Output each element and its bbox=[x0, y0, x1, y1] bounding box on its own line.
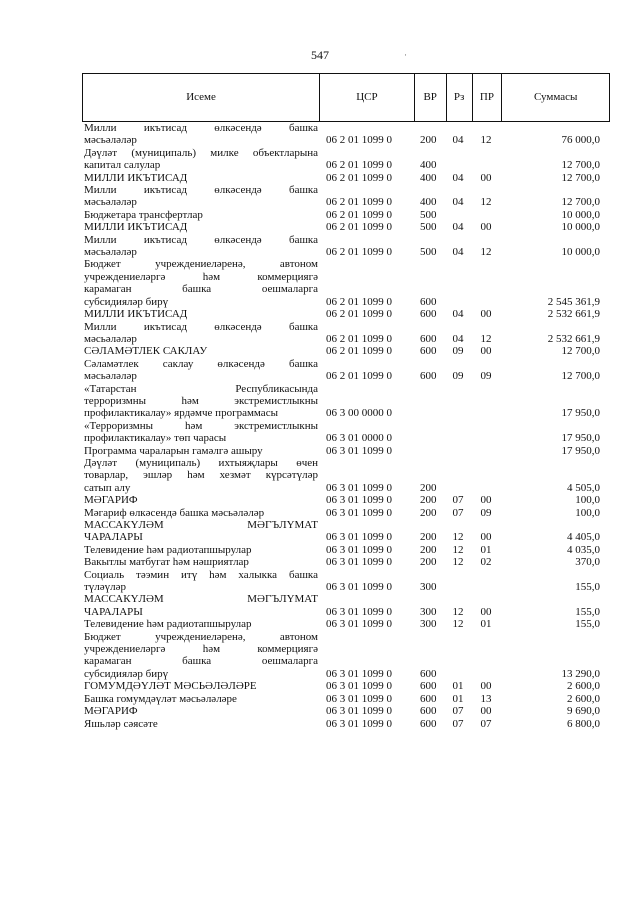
table-row bbox=[82, 258, 610, 308]
row-name-line: субсидияләр бирү bbox=[84, 295, 169, 308]
table-row bbox=[82, 556, 610, 568]
row-pr: 00 bbox=[480, 605, 492, 618]
row-sum: 10 000,0 bbox=[561, 221, 600, 234]
scan-mark: · bbox=[404, 50, 407, 60]
row-name bbox=[82, 258, 318, 308]
row-name-line: Программа чараларын гамәлгә ашыру bbox=[84, 444, 263, 457]
table-row bbox=[82, 507, 610, 519]
table-row bbox=[82, 457, 610, 494]
row-csr: 06 3 01 1099 0 bbox=[326, 667, 392, 680]
row-vr: 600 bbox=[420, 308, 437, 321]
row-name bbox=[82, 507, 318, 519]
row-name bbox=[82, 693, 318, 705]
row-sum: 2 532 661,9 bbox=[547, 308, 600, 321]
row-vr: 600 bbox=[420, 667, 437, 680]
row-name bbox=[82, 420, 318, 445]
row-csr: 06 3 01 1099 0 bbox=[326, 618, 392, 631]
row-csr: 06 2 01 1099 0 bbox=[326, 345, 392, 358]
row-name bbox=[82, 172, 318, 184]
row-csr: 06 2 01 1099 0 bbox=[326, 332, 392, 345]
row-name-line: профилактикалау» төп чарасы bbox=[84, 432, 227, 445]
row-vr: 600 bbox=[420, 705, 437, 718]
row-vr: 300 bbox=[420, 618, 437, 631]
row-csr: 06 3 01 1099 0 bbox=[326, 581, 392, 594]
row-csr: 06 2 01 1099 0 bbox=[326, 208, 392, 221]
row-csr: 06 2 01 1099 0 bbox=[326, 308, 392, 321]
row-name-line: Бюджет учреждениеләренә, автоном bbox=[84, 630, 318, 643]
header-rz: Рз bbox=[447, 74, 473, 121]
row-name-line: МӘГАРИФ bbox=[84, 494, 138, 507]
row-name-line: Дәүләт (муниципаль) ихтыяҗлары өчен bbox=[84, 456, 318, 469]
row-name bbox=[82, 358, 318, 383]
row-name bbox=[82, 345, 318, 357]
row-vr: 600 bbox=[420, 680, 437, 693]
table-row bbox=[82, 618, 610, 630]
row-csr: 06 2 01 1099 0 bbox=[326, 171, 392, 184]
row-csr: 06 2 01 1099 0 bbox=[326, 159, 392, 172]
row-name bbox=[82, 209, 318, 221]
table-row bbox=[82, 705, 610, 717]
row-pr: 12 bbox=[480, 332, 492, 345]
row-pr: 00 bbox=[480, 221, 492, 234]
row-name-line: Телевидение һәм радиотапшырулар bbox=[84, 543, 252, 556]
row-sum: 155,0 bbox=[575, 605, 600, 618]
row-name-line: Яшьләр сәясәте bbox=[84, 717, 158, 730]
row-vr: 500 bbox=[420, 221, 437, 234]
row-name-line: учреждениеләргә һәм коммерциягә bbox=[84, 270, 318, 283]
row-pr: 01 bbox=[480, 543, 492, 556]
row-csr: 06 3 01 1099 0 bbox=[326, 543, 392, 556]
row-csr: 06 3 01 1099 0 bbox=[326, 481, 392, 494]
row-rz: 01 bbox=[452, 680, 464, 693]
row-name-line: Мәгариф өлкәсендә башка мәсьәләләр bbox=[84, 506, 265, 519]
page-number: 547 bbox=[311, 48, 329, 62]
row-name-line: мәсьәләләр bbox=[84, 196, 137, 209]
row-name-line: Милли икътисад өлкәсендә башка bbox=[84, 233, 318, 246]
row-sum: 2 532 661,9 bbox=[547, 332, 600, 345]
row-name-line: ЧАРАЛАРЫ bbox=[84, 605, 143, 618]
row-vr: 200 bbox=[420, 494, 437, 507]
row-name-line: Бюджет учреждениеләренә, автоном bbox=[84, 258, 318, 271]
row-name-line: карамаган башка оешмаларга bbox=[84, 655, 318, 668]
row-pr: 00 bbox=[480, 680, 492, 693]
row-name bbox=[82, 184, 318, 209]
table-row bbox=[82, 693, 610, 705]
table-row bbox=[82, 544, 610, 556]
row-name-line: СӘЛАМӘТЛЕК САКЛАУ bbox=[84, 345, 208, 358]
row-sum: 9 690,0 bbox=[567, 705, 600, 718]
row-rz: 12 bbox=[452, 556, 464, 569]
row-vr: 400 bbox=[420, 196, 437, 209]
row-name bbox=[82, 544, 318, 556]
row-sum: 155,0 bbox=[575, 581, 600, 594]
row-name-line: мәсьәләләр bbox=[84, 332, 137, 345]
row-csr: 06 3 01 1099 0 bbox=[326, 506, 392, 519]
budget-table bbox=[82, 73, 610, 730]
row-sum: 2 545 361,9 bbox=[547, 295, 600, 308]
row-name bbox=[82, 308, 318, 320]
row-vr: 500 bbox=[420, 246, 437, 259]
row-rz: 04 bbox=[452, 171, 464, 184]
table-row bbox=[82, 234, 610, 259]
row-sum: 17 950,0 bbox=[561, 444, 600, 457]
row-name-line: түләүләр bbox=[84, 581, 127, 594]
row-name-line: Вакытлы матбугат һәм нәшриятлар bbox=[84, 556, 249, 569]
row-sum: 2 600,0 bbox=[567, 680, 600, 693]
row-name bbox=[82, 321, 318, 346]
table-row bbox=[82, 209, 610, 221]
row-vr: 600 bbox=[420, 692, 437, 705]
row-sum: 155,0 bbox=[575, 618, 600, 631]
row-name bbox=[82, 618, 318, 630]
row-pr: 12 bbox=[480, 134, 492, 147]
row-vr: 600 bbox=[420, 332, 437, 345]
row-rz: 07 bbox=[452, 506, 464, 519]
row-rz: 01 bbox=[452, 692, 464, 705]
row-pr: 00 bbox=[480, 308, 492, 321]
row-sum: 6 800,0 bbox=[567, 717, 600, 730]
row-pr: 00 bbox=[480, 494, 492, 507]
row-sum: 4 405,0 bbox=[567, 531, 600, 544]
row-sum: 100,0 bbox=[575, 506, 600, 519]
row-pr: 09 bbox=[480, 370, 492, 383]
row-name-line: ЧАРАЛАРЫ bbox=[84, 531, 143, 544]
row-name bbox=[82, 705, 318, 717]
row-sum: 17 950,0 bbox=[561, 432, 600, 445]
row-name-line: Милли икътисад өлкәсендә башка bbox=[84, 184, 318, 197]
row-pr: 00 bbox=[480, 705, 492, 718]
row-pr: 00 bbox=[480, 171, 492, 184]
row-vr: 200 bbox=[420, 134, 437, 147]
row-rz: 07 bbox=[452, 717, 464, 730]
row-pr: 13 bbox=[480, 692, 492, 705]
row-vr: 600 bbox=[420, 717, 437, 730]
table-row bbox=[82, 184, 610, 209]
row-name-line: профилактикалау» ярдәмче программасы bbox=[84, 407, 278, 420]
row-csr: 06 2 01 1099 0 bbox=[326, 134, 392, 147]
header-pr: ПР bbox=[473, 74, 503, 121]
row-csr: 06 3 01 1099 0 bbox=[326, 531, 392, 544]
row-rz: 04 bbox=[452, 246, 464, 259]
row-vr: 600 bbox=[420, 345, 437, 358]
row-rz: 04 bbox=[452, 332, 464, 345]
table-row bbox=[82, 383, 610, 420]
row-name-line: Социаль тәэмин итү һәм халыкка башка bbox=[84, 568, 318, 581]
row-name-line: Сәламәтлек саклау өлкәсендә башка bbox=[84, 357, 318, 370]
row-vr: 600 bbox=[420, 370, 437, 383]
row-name-line: товарлар, эшләр һәм хезмәт күрсәтүләр bbox=[84, 469, 318, 482]
row-csr: 06 3 01 1099 0 bbox=[326, 717, 392, 730]
row-name-line: сатып алу bbox=[84, 481, 131, 494]
table-row bbox=[82, 445, 610, 457]
row-name-line: субсидияләр бирү bbox=[84, 667, 169, 680]
row-name bbox=[82, 383, 318, 420]
row-name bbox=[82, 234, 318, 259]
row-vr: 400 bbox=[420, 171, 437, 184]
table-row bbox=[82, 221, 610, 233]
row-csr: 06 3 01 1099 0 bbox=[326, 705, 392, 718]
row-pr: 09 bbox=[480, 506, 492, 519]
row-name bbox=[82, 718, 318, 730]
header-sum: Суммасы bbox=[533, 91, 578, 104]
row-vr: 500 bbox=[420, 208, 437, 221]
row-rz: 12 bbox=[452, 618, 464, 631]
row-rz: 04 bbox=[452, 134, 464, 147]
row-csr: 06 2 01 1099 0 bbox=[326, 221, 392, 234]
row-rz: 04 bbox=[452, 308, 464, 321]
row-name-line: МАССАКҮЛӘМ МӘГЪЛҮМАТ bbox=[84, 593, 318, 606]
table-row bbox=[82, 494, 610, 506]
row-name-line: МАССАКҮЛӘМ МӘГЪЛҮМАТ bbox=[84, 519, 318, 531]
row-sum: 17 950,0 bbox=[561, 407, 600, 420]
row-sum: 10 000,0 bbox=[561, 208, 600, 221]
row-rz: 04 bbox=[452, 221, 464, 234]
row-pr: 01 bbox=[480, 618, 492, 631]
row-name bbox=[82, 122, 318, 147]
table-row bbox=[82, 569, 610, 594]
row-vr: 200 bbox=[420, 506, 437, 519]
row-csr: 06 3 01 1099 0 bbox=[326, 605, 392, 618]
row-name-line: ГОМУМДӘҮЛӘТ МӘСЬӘЛӘЛӘРЕ bbox=[84, 680, 257, 693]
table-row bbox=[82, 147, 610, 172]
row-name bbox=[82, 680, 318, 692]
row-sum: 12 700,0 bbox=[561, 345, 600, 358]
row-name-line: «Терроризмны һәм экстремистлыкны bbox=[84, 419, 318, 432]
row-name-line: МИЛЛИ ИКЪТИСАД bbox=[84, 308, 188, 321]
table-row bbox=[82, 308, 610, 320]
row-name bbox=[82, 519, 318, 544]
table-body bbox=[82, 122, 610, 730]
header-csr: ЦСР bbox=[320, 74, 415, 121]
row-name-line: мәсьәләләр bbox=[84, 134, 137, 147]
row-name bbox=[82, 147, 318, 172]
row-name bbox=[82, 221, 318, 233]
table-row bbox=[82, 631, 610, 681]
row-vr: 200 bbox=[420, 556, 437, 569]
row-name bbox=[82, 593, 318, 618]
table-row bbox=[82, 519, 610, 544]
table-row bbox=[82, 358, 610, 383]
row-sum: 2 600,0 bbox=[567, 692, 600, 705]
row-csr: 06 2 01 1099 0 bbox=[326, 246, 392, 259]
row-csr: 06 2 01 1099 0 bbox=[326, 196, 392, 209]
row-name-line: Телевидение һәм радиотапшырулар bbox=[84, 618, 252, 631]
row-vr: 400 bbox=[420, 159, 437, 172]
row-sum: 13 290,0 bbox=[561, 667, 600, 680]
row-name-line: МӘГАРИФ bbox=[84, 705, 138, 718]
row-rz: 07 bbox=[452, 705, 464, 718]
row-name-line: мәсьәләләр bbox=[84, 370, 137, 383]
row-sum: 100,0 bbox=[575, 494, 600, 507]
row-rz: 12 bbox=[452, 543, 464, 556]
row-vr: 200 bbox=[420, 531, 437, 544]
row-vr: 200 bbox=[420, 543, 437, 556]
row-name-line: капитал салулар bbox=[84, 159, 161, 172]
row-sum: 12 700,0 bbox=[561, 196, 600, 209]
row-name-line: мәсьәләләр bbox=[84, 246, 137, 259]
row-csr: 06 3 01 0000 0 bbox=[326, 432, 392, 445]
row-rz: 09 bbox=[452, 345, 464, 358]
row-name-line: терроризмны һәм экстремистлыкны bbox=[84, 394, 318, 407]
row-csr: 06 3 01 1099 0 bbox=[326, 444, 392, 457]
row-pr: 12 bbox=[480, 196, 492, 209]
row-name-line: Милли икътисад өлкәсендә башка bbox=[84, 320, 318, 333]
row-sum: 370,0 bbox=[575, 556, 600, 569]
row-name-line: «Татарстан Республикасында bbox=[84, 382, 318, 395]
header-vr: ВР bbox=[415, 74, 447, 121]
row-csr: 06 2 01 1099 0 bbox=[326, 295, 392, 308]
row-pr: 02 bbox=[480, 556, 492, 569]
table-row bbox=[82, 122, 610, 147]
row-vr: 300 bbox=[420, 605, 437, 618]
table-row bbox=[82, 345, 610, 357]
table-row bbox=[82, 680, 610, 692]
row-csr: 06 3 01 1099 0 bbox=[326, 556, 392, 569]
row-sum: 76 000,0 bbox=[561, 134, 600, 147]
row-csr: 06 3 01 1099 0 bbox=[326, 494, 392, 507]
row-csr: 06 2 01 1099 0 bbox=[326, 370, 392, 383]
row-name-line: Бюджетара трансфертлар bbox=[84, 208, 203, 221]
row-pr: 12 bbox=[480, 246, 492, 259]
row-pr: 07 bbox=[480, 717, 492, 730]
row-vr: 300 bbox=[420, 581, 437, 594]
row-name-line: МИЛЛИ ИКЪТИСАД bbox=[84, 171, 188, 184]
row-rz: 04 bbox=[452, 196, 464, 209]
table-row bbox=[82, 172, 610, 184]
row-rz: 09 bbox=[452, 370, 464, 383]
row-csr: 06 3 01 1099 0 bbox=[326, 692, 392, 705]
row-csr: 06 3 00 0000 0 bbox=[326, 407, 392, 420]
row-pr: 00 bbox=[480, 531, 492, 544]
row-vr: 200 bbox=[420, 481, 437, 494]
row-sum: 10 000,0 bbox=[561, 246, 600, 259]
row-name bbox=[82, 494, 318, 506]
table-row bbox=[82, 593, 610, 618]
row-name bbox=[82, 445, 318, 457]
row-pr: 00 bbox=[480, 345, 492, 358]
row-sum: 12 700,0 bbox=[561, 171, 600, 184]
row-rz: 07 bbox=[452, 494, 464, 507]
row-rz: 12 bbox=[452, 605, 464, 618]
row-csr: 06 3 01 1099 0 bbox=[326, 680, 392, 693]
row-name bbox=[82, 457, 318, 494]
row-sum: 4 035,0 bbox=[567, 543, 600, 556]
row-sum: 12 700,0 bbox=[561, 370, 600, 383]
row-name-line: Башка гомумдәүләт мәсьәләләре bbox=[84, 692, 237, 705]
row-name bbox=[82, 569, 318, 594]
row-name bbox=[82, 631, 318, 681]
row-name-line: карамаган башка оешмаларга bbox=[84, 283, 318, 296]
table-row bbox=[82, 420, 610, 445]
row-name-line: Дәүләт (муниципаль) милке объектларына bbox=[84, 146, 318, 159]
row-rz: 12 bbox=[452, 531, 464, 544]
row-name-line: Милли икътисад өлкәсендә башка bbox=[84, 122, 318, 134]
row-vr: 600 bbox=[420, 295, 437, 308]
row-name bbox=[82, 556, 318, 568]
table-header bbox=[82, 73, 610, 122]
table-row bbox=[82, 321, 610, 346]
header-name: Исеме bbox=[83, 74, 320, 121]
row-sum: 12 700,0 bbox=[561, 159, 600, 172]
row-name-line: учреждениеләргә һәм коммерциягә bbox=[84, 643, 318, 656]
row-name-line: МИЛЛИ ИКЪТИСАД bbox=[84, 221, 188, 234]
row-sum: 4 505,0 bbox=[567, 481, 600, 494]
table-row bbox=[82, 718, 610, 730]
